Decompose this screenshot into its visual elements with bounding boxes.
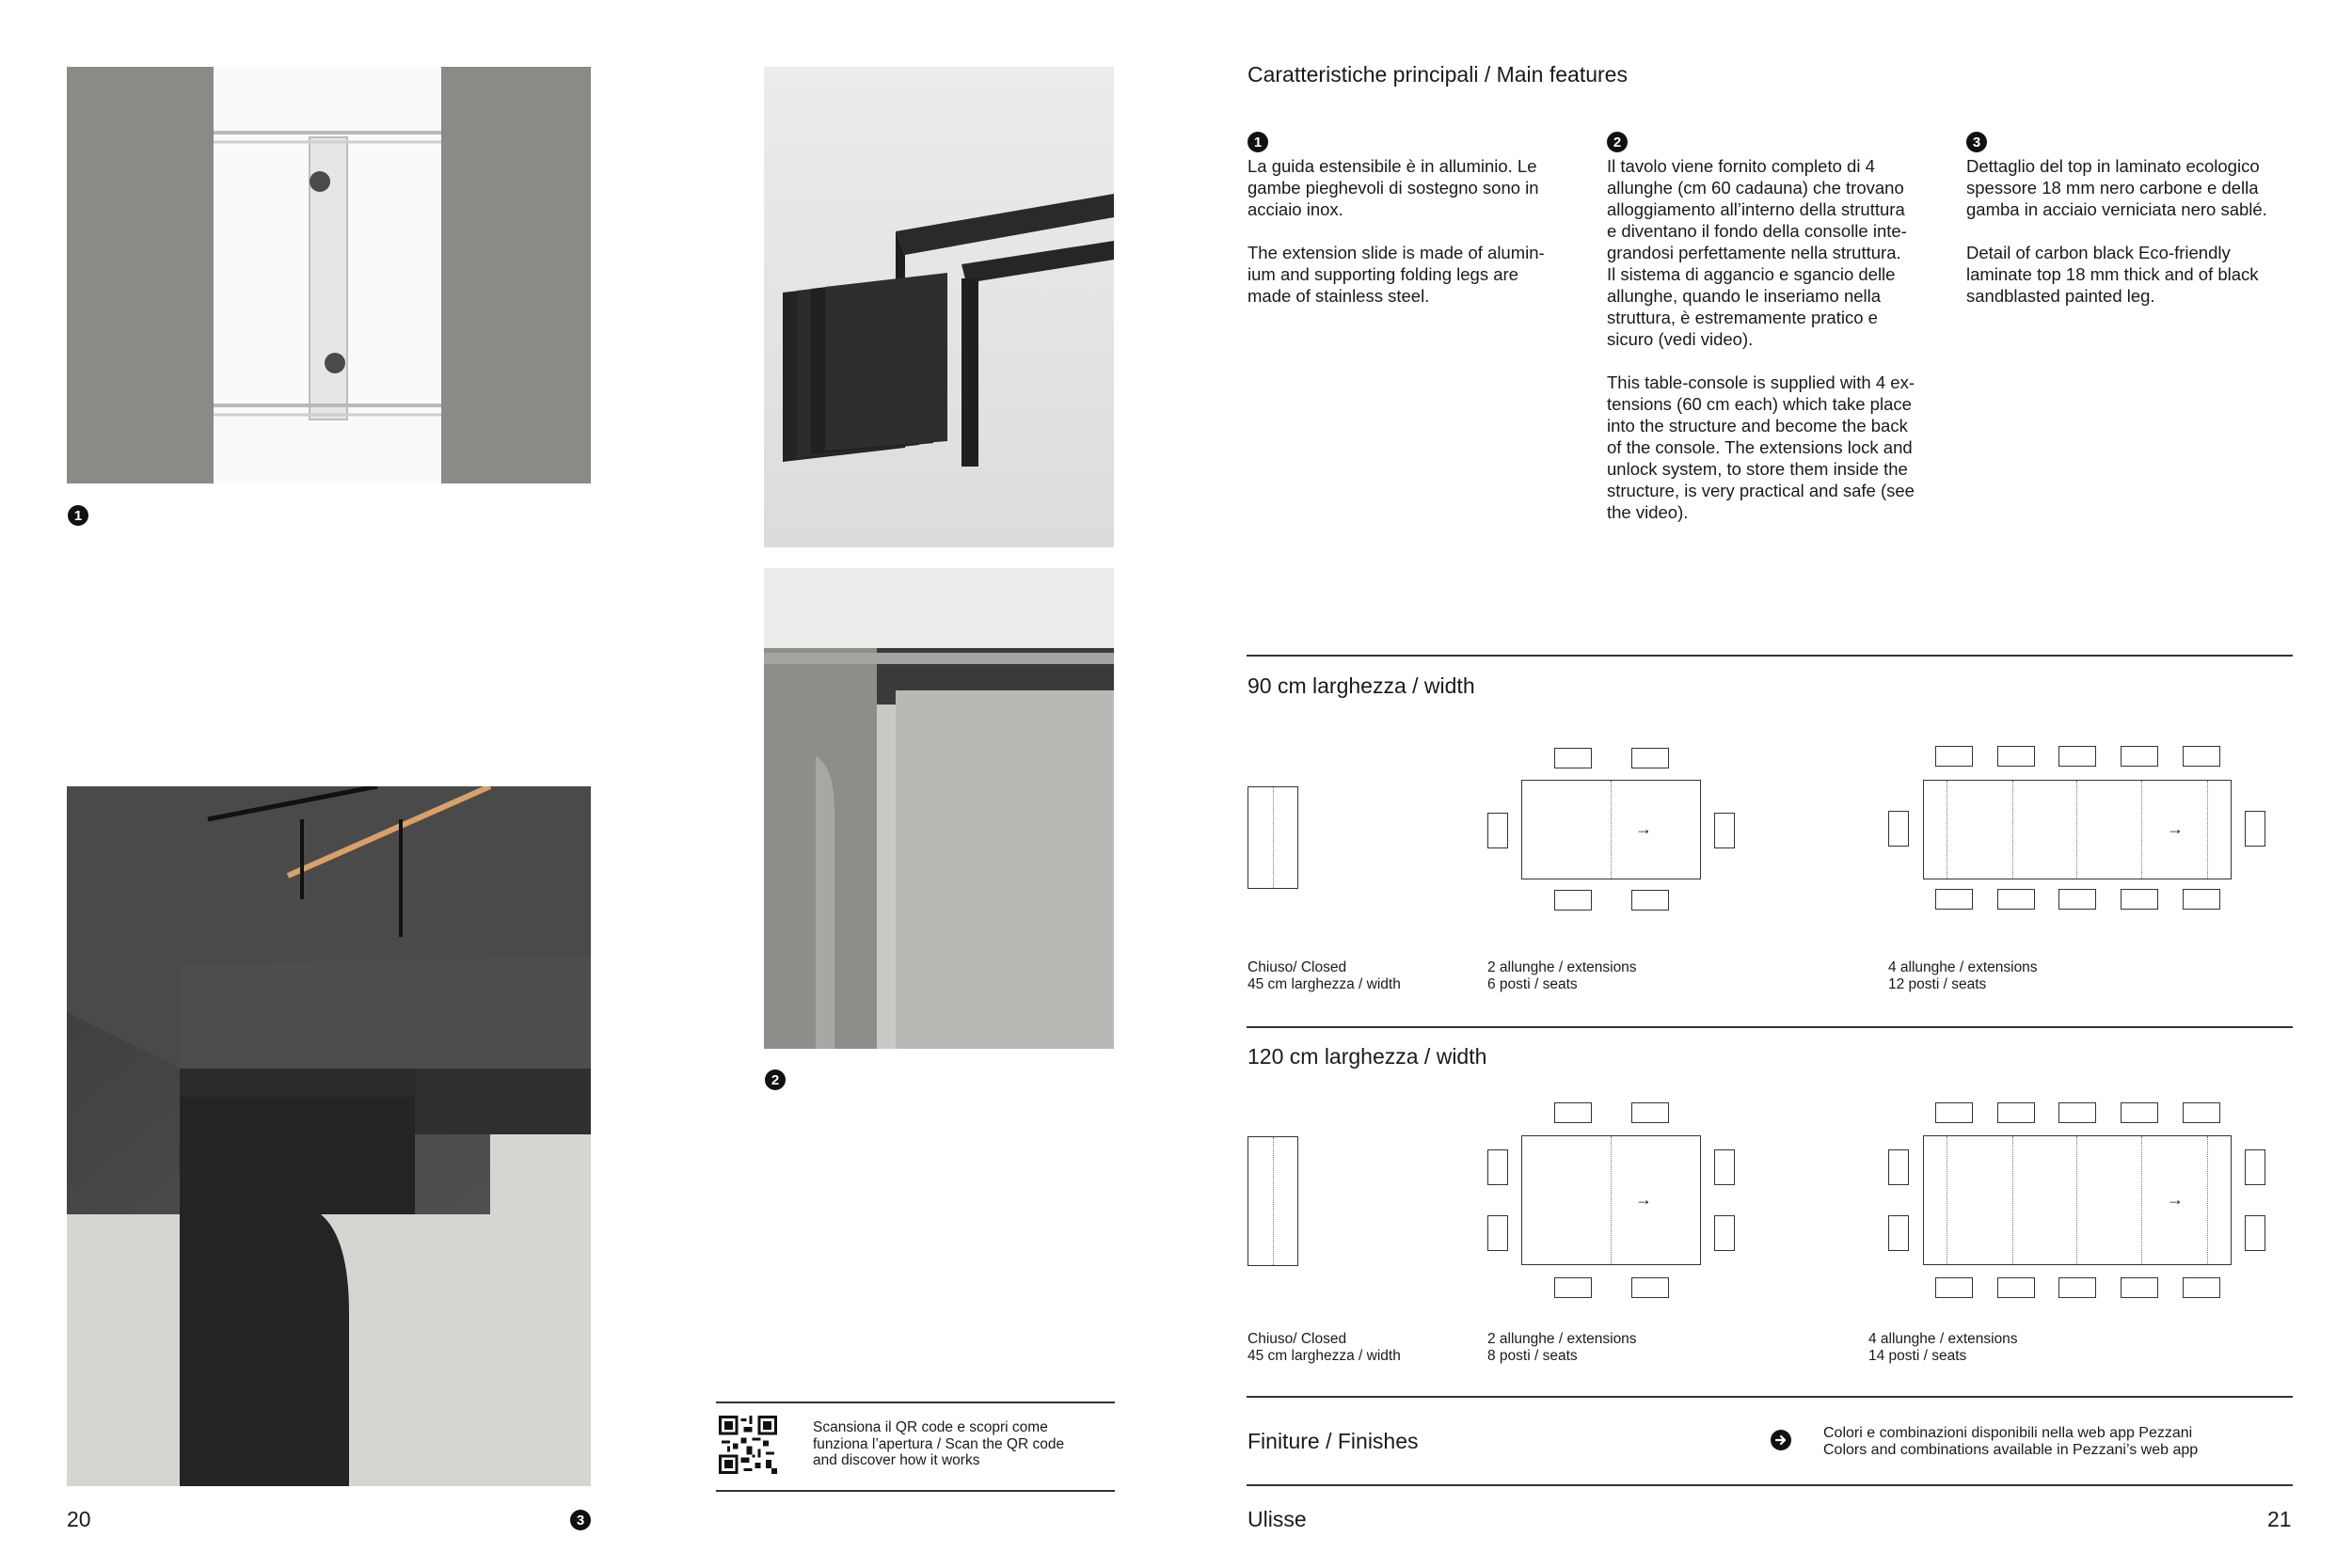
product-name: Ulisse	[1248, 1507, 1307, 1531]
size-120-four-extensions-diagram	[1923, 1135, 2232, 1265]
qr-strip-top-rule	[716, 1402, 1115, 1403]
size-120-two-extensions-diagram	[1521, 1135, 1701, 1265]
seat	[1714, 1215, 1735, 1251]
finishes-top-rule	[1247, 1396, 2293, 1398]
stored-extensions-photo	[764, 67, 1114, 547]
feature-1-text-it: La guida estensibile è in alluminio. Le gambe pieghevoli di sostegno sono in acciaio inox.	[1248, 156, 1539, 219]
top-corner-photo	[67, 786, 591, 1486]
size-90-top-rule	[1247, 655, 2293, 657]
seat	[1554, 1277, 1592, 1298]
size-90-four-extensions-diagram	[1923, 780, 2232, 879]
seat	[1888, 1215, 1909, 1251]
extension-slide-photo	[67, 67, 591, 483]
left-page-number: 20	[67, 1507, 91, 1531]
feature-column-1	[1248, 132, 1577, 307]
seat	[1487, 813, 1508, 848]
seat	[1631, 1277, 1669, 1298]
qr-code[interactable]	[719, 1416, 777, 1474]
size-120-closed-diagram	[1248, 1136, 1298, 1266]
feature-badge-1: 1	[1248, 132, 1268, 152]
seat	[2245, 811, 2265, 847]
seat	[1997, 889, 2035, 910]
footer-rule	[1247, 1484, 2293, 1486]
feature-1-text-en: The extension slide is made of alumin- ium and supporting folding legs are made of stainless steel.	[1248, 243, 1545, 306]
seat	[2183, 1277, 2220, 1298]
size-120-closed-caption: Chiuso/ Closed 45 cm larghezza / width	[1248, 1331, 1401, 1364]
extend-arrow-icon: →	[2167, 819, 2184, 838]
feature-column-3	[1966, 132, 2296, 307]
seat	[1554, 1102, 1592, 1123]
size-120-title: 120 cm larghezza / width	[1248, 1044, 1487, 1069]
seat	[2121, 746, 2158, 767]
seat	[1631, 890, 1669, 911]
photo-badge-2: 2	[765, 1069, 786, 1090]
seat	[1997, 746, 2035, 767]
feature-2-text-en: This table-console is supplied with 4 ex- tensions (60 cm each) which take place into the structure and become the back of the console. The extensions lock and unlock system, to store them inside the structure, is very practical and safe (see the video).	[1607, 372, 1915, 522]
feature-column-2	[1607, 132, 1946, 523]
seat	[2183, 889, 2220, 910]
seat	[2183, 1102, 2220, 1123]
seat	[2245, 1215, 2265, 1251]
seat	[1935, 746, 1973, 767]
seat	[1888, 1149, 1909, 1185]
seat	[1714, 813, 1735, 848]
features-title: Caratteristiche principali / Main features	[1248, 62, 1628, 87]
extend-arrow-icon: →	[1635, 1190, 1652, 1209]
seat	[1997, 1102, 2035, 1123]
seat	[2121, 889, 2158, 910]
seat	[1487, 1215, 1508, 1251]
seat	[1935, 1277, 1973, 1298]
seat	[2058, 1277, 2096, 1298]
seat	[2058, 1102, 2096, 1123]
size-90-closed-caption: Chiuso/ Closed 45 cm larghezza / width	[1248, 959, 1401, 992]
feature-2-text-it: Il tavolo viene fornito completo di 4 allunghe (cm 60 cadauna) che trovano alloggiamento all’interno della struttura e diventano il fondo della consolle inte- grandosi perfettamente nella struttura. Il sistema di aggancio e sgancio delle allunghe, quando le inseriamo nella struttura, è estremamente pratico e sicuro (vedi video).	[1607, 156, 1907, 349]
seat	[1487, 1149, 1508, 1185]
qr-strip-bottom-rule	[716, 1490, 1115, 1492]
feature-3-text-en: Detail of carbon black Eco-friendly laminate top 18 mm thick and of black sandblasted painted leg.	[1966, 243, 2259, 306]
size-120-top-rule	[1247, 1026, 2293, 1028]
seat	[2121, 1277, 2158, 1298]
feature-badge-2: 2	[1607, 132, 1628, 152]
seat	[1888, 811, 1909, 847]
seat	[1714, 1149, 1735, 1185]
feature-3-text-it: Dettaglio del top in laminato ecologico spessore 18 mm nero carbone e della gamba in acciaio verniciata nero sablé.	[1966, 156, 2267, 219]
seat	[1935, 889, 1973, 910]
size-90-two-extensions-diagram	[1521, 780, 1701, 879]
seat	[1935, 1102, 1973, 1123]
photo-badge-3: 3	[570, 1510, 591, 1530]
feature-badge-3: 3	[1966, 132, 1987, 152]
seat	[1554, 890, 1592, 911]
seat	[1554, 748, 1592, 768]
size-90-two-ext-caption: 2 allunghe / extensions 6 posti / seats	[1487, 959, 1637, 992]
seat	[2058, 746, 2096, 767]
size-90-title: 90 cm larghezza / width	[1248, 673, 1475, 698]
seat	[2245, 1149, 2265, 1185]
finishes-title: Finiture / Finishes	[1248, 1429, 1419, 1453]
extend-arrow-icon: →	[2167, 1190, 2184, 1209]
seat	[1997, 1277, 2035, 1298]
seat	[2183, 746, 2220, 767]
seat	[2058, 889, 2096, 910]
size-120-four-ext-caption: 4 allunghe / extensions 14 posti / seats	[1868, 1331, 2018, 1364]
seat	[1631, 1102, 1669, 1123]
qr-caption: Scansiona il QR code e scopri come funziona l’apertura / Scan the QR code and discover how it works	[813, 1419, 1065, 1468]
console-underside-photo	[764, 568, 1114, 1049]
arrow-right-circle-icon[interactable]	[1771, 1430, 1791, 1450]
seat	[2121, 1102, 2158, 1123]
seat	[1631, 748, 1669, 768]
size-120-two-ext-caption: 2 allunghe / extensions 8 posti / seats	[1487, 1331, 1637, 1364]
extend-arrow-icon: →	[1635, 819, 1652, 838]
size-90-four-ext-caption: 4 allunghe / extensions 12 posti / seats	[1888, 959, 2038, 992]
photo-badge-1: 1	[68, 505, 88, 526]
right-page-number: 21	[2267, 1507, 2292, 1531]
finishes-note: Colori e combinazioni disponibili nella web app Pezzani Colors and combinations available in Pezzani’s web app	[1823, 1425, 2199, 1458]
size-90-closed-diagram	[1248, 786, 1298, 889]
